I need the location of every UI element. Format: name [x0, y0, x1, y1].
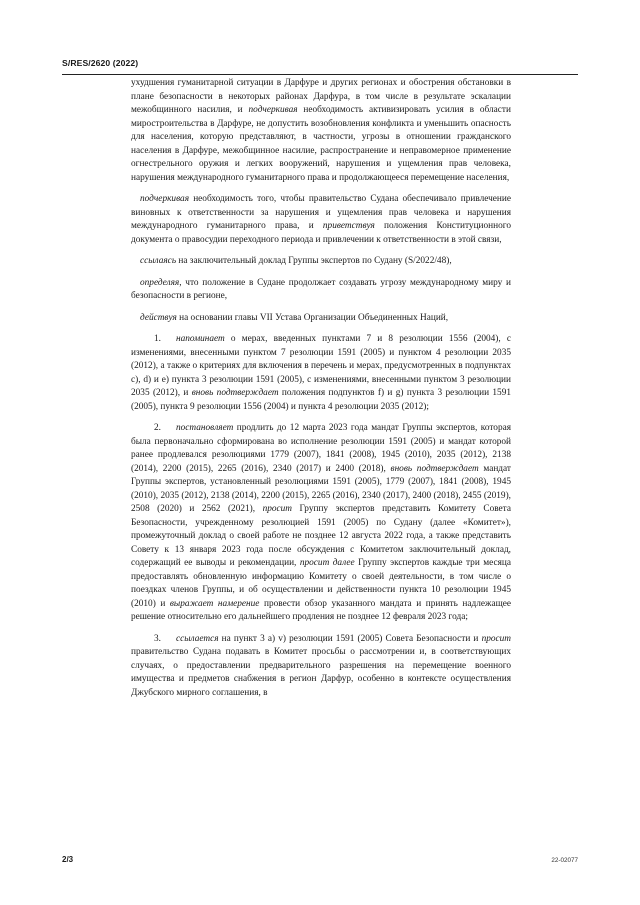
text-run: Группу экспертов каждые три месяца предоставлять обновленную информацию Комитету о своей деятельности, в том числе о поездках членов Группы, и об осуществлении и действенности пункта 10 резолюции 1945 (2010) и [131, 558, 512, 609]
emphasis-phrase: выражает намерение [169, 598, 260, 609]
emphasis-phrase: напоминает [176, 334, 225, 344]
preambular-paragraph [131, 193, 511, 247]
preambular-paragraph [131, 312, 511, 326]
paragraph-number: 3. [154, 633, 161, 644]
emphasis-phrase: действуя [140, 312, 177, 323]
document-code: 22-02077 [551, 857, 578, 864]
operative-paragraph [131, 633, 511, 701]
operative-paragraph [131, 422, 511, 625]
emphasis-phrase: приветствуя [322, 221, 375, 231]
emphasis-phrase: просит [262, 504, 292, 514]
text-run: необходимость того, чтобы правительство Судана обеспечивало привлечение виновных к ответственности за нарушения и ущемления прав человека и нарушения международного гуманитарного права, и [131, 194, 511, 231]
text-run: мандат Группы экспертов, установленный резолюциями 1591 (2005), 1779 (2007), 1841 (2008), 1945 (2010), 2035 (2012), 2138 (2014), 2200 (2015), 2265 (2016), 2340 (2017), 2400 (2018), 2455 (2019), 2508 (2020) и 2562 (2021), [131, 463, 511, 514]
paragraph-number: 2. [154, 423, 161, 433]
emphasis-phrase: просит [481, 633, 511, 644]
emphasis-phrase: ссылаясь [140, 256, 177, 266]
text-run: на основании главы VII Устава Организации Объединенных Наций, [176, 312, 449, 323]
document-symbol: S/RES/2620 (2022) [62, 58, 139, 68]
document-body [131, 77, 511, 708]
header-rule [62, 74, 578, 75]
page-number: 2/3 [62, 855, 74, 864]
preambular-paragraph [131, 277, 511, 304]
emphasis-phrase: подчеркивая [248, 105, 298, 115]
paragraph-number: 1. [154, 334, 161, 344]
text-run: необходимость активизировать усилия в области миростроительства в Дарфуре, не допустить возобновления конфликта и уменьшить опасность для населения, которую представляют, в частности, угрозы в отношении гражданского населения в Дарфуре, межобщинное насилие, распространение и неправомерное применение огнестрельного оружия и легких вооружений, нарушения и ущемления прав человека, нарушения международного гуманитарного права и продолжающееся перемещение населения, [131, 105, 511, 183]
emphasis-phrase: вновь подтверждает [390, 463, 479, 474]
text-run: правительство Судана подавать в Комитет просьбы о рассмотрении и, в соответствующих случаях, о предоставлении предварительного разрешения на перемещение военного имущества и предметов снабжения в регион Дарфур, особенно в контексте осуществления Джубского мирного соглашения, в [131, 647, 511, 698]
preambular-paragraph [131, 255, 511, 269]
emphasis-phrase: подчеркивая [140, 194, 190, 204]
operative-paragraph [131, 333, 511, 414]
continuation-paragraph [131, 77, 511, 185]
text-run: на заключительный доклад Группы экспертов по Судану (S/2022/48), [176, 256, 452, 266]
emphasis-phrase: вновь подтверждает [191, 388, 279, 398]
emphasis-phrase: просит далее [299, 558, 355, 568]
text-run: положения Конституционного документа о правосудии переходного периода и привлечении к ответственности в этой связи, [131, 221, 511, 245]
text-run: , что положение в Судане продолжает создавать угрозу международному миру и безопасности в регионе, [131, 277, 511, 301]
text-run: Группу экспертов представить Комитету Совета Безопасности, учрежденному резолюцией 1591 (2005) по Судану (далее «Комитет»), промежуточный доклад о своей работе не позднее 12 августа 2022 года, а также представить Совету к 13 января 2023 года после обсуждения с Комитетом заключительный доклад, содержащий ее выводы и рекомендации, [131, 504, 511, 568]
text-run: ухудшения гуманитарной ситуации в Дарфуре и других регионах и обострения обстановки в плане безопасности в некоторых районах Дарфура, в том числе в результате эскалации межобщинного насилия, и [131, 78, 511, 115]
emphasis-phrase: постановляет [176, 423, 234, 433]
emphasis-phrase: ссылается [176, 633, 219, 644]
text-run: на пункт 3 а) v) резолюции 1591 (2005) Совета Безопасности и [218, 633, 482, 644]
emphasis-phrase: определяя [140, 277, 180, 288]
text-run: продлить до 12 марта 2023 года мандат Группы экспертов, которая была первоначально сформирована во исполнение резолюции 1591 (2005) и мандат которой ранее продлевался резолюциями 1779 (2007), 1841 (2008), 1945 (2010), 2035 (2012), 2138 (2014), 2200 (2015), 2265 (2016), 2340 (2017) и 2400 (2018), [131, 423, 511, 474]
text-run: положения подпунктов f) и g) пункта 3 резолюции 1591 (2005), пункта 9 резолюции 1556 (2004) и пункта 4 резолюции 2035 (2012); [131, 388, 512, 412]
text-run: провести обзор указанного мандата и принять надлежащее решение относительно его дальнейшего продления не позднее 12 февраля 2023 года; [131, 598, 511, 622]
text-run: о мерах, введенных пунктами 7 и 8 резолюции 1556 (2004), с изменениями, внесенными пунктом 7 резолюции 1591 (2005) и пунктом 4 резолюции 2035 (2012), а также о критериях для включения в перечень и мерах, предусмотренных в подпунктах c), d) и e) пункта 3 резолюции 1591 (2005), с изменениями, внесенными пунктом 3 резолюции 2035 (2012), и [131, 334, 511, 398]
